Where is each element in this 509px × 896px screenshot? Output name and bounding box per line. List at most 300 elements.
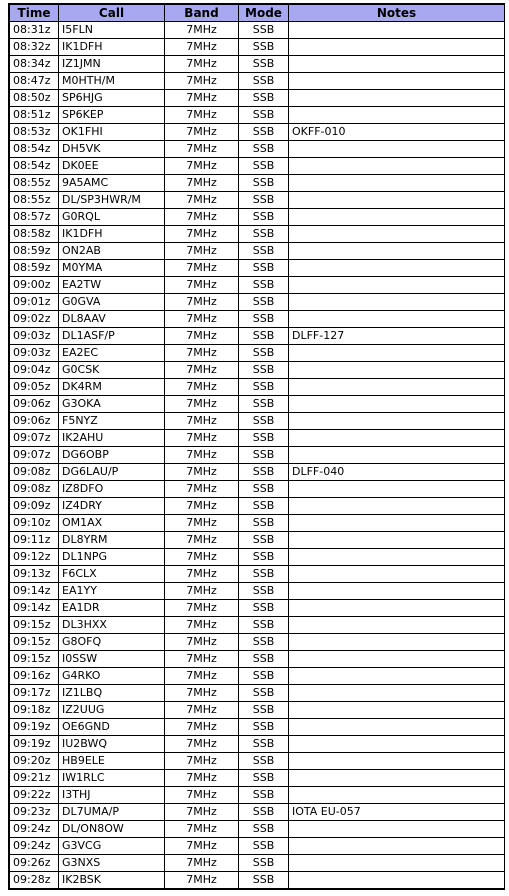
cell-notes <box>289 362 505 379</box>
cell-mode: SSB <box>239 141 289 158</box>
table-row <box>10 158 505 175</box>
cell-call: G0RQL <box>59 209 165 226</box>
cell-mode: SSB <box>239 277 289 294</box>
cell-band: 7MHz <box>165 821 239 838</box>
cell-band: 7MHz <box>165 583 239 600</box>
cell-band: 7MHz <box>165 566 239 583</box>
cell-time: 09:15z <box>10 634 59 651</box>
cell-call: DG6LAU/P <box>59 464 165 481</box>
cell-call: OK1FHI <box>59 124 165 141</box>
cell-mode: SSB <box>239 668 289 685</box>
log-table-wrapper <box>8 3 505 890</box>
cell-call: G8OFQ <box>59 634 165 651</box>
cell-call: SP6HJG <box>59 90 165 107</box>
cell-mode: SSB <box>239 770 289 787</box>
cell-call: DG6OBP <box>59 447 165 464</box>
table-row <box>10 294 505 311</box>
cell-call: DL7UMA/P <box>59 804 165 821</box>
cell-time: 09:06z <box>10 413 59 430</box>
table-row <box>10 396 505 413</box>
cell-notes <box>289 277 505 294</box>
cell-notes <box>289 379 505 396</box>
cell-notes <box>289 617 505 634</box>
cell-time: 09:04z <box>10 362 59 379</box>
cell-time: 08:59z <box>10 243 59 260</box>
cell-band: 7MHz <box>165 56 239 73</box>
table-row <box>10 311 505 328</box>
cell-band: 7MHz <box>165 668 239 685</box>
cell-mode: SSB <box>239 702 289 719</box>
cell-call: F5NYZ <box>59 413 165 430</box>
cell-call: IZ1JMN <box>59 56 165 73</box>
cell-time: 09:18z <box>10 702 59 719</box>
table-row <box>10 141 505 158</box>
cell-band: 7MHz <box>165 736 239 753</box>
cell-notes <box>289 141 505 158</box>
table-row <box>10 124 505 141</box>
cell-call: HB9ELE <box>59 753 165 770</box>
cell-mode: SSB <box>239 362 289 379</box>
cell-call: IZ1LBQ <box>59 685 165 702</box>
cell-time: 09:13z <box>10 566 59 583</box>
table-row <box>10 226 505 243</box>
cell-notes <box>289 549 505 566</box>
cell-notes <box>289 702 505 719</box>
cell-mode: SSB <box>239 379 289 396</box>
table-row <box>10 73 505 90</box>
cell-time: 09:06z <box>10 396 59 413</box>
cell-call: F6CLX <box>59 566 165 583</box>
cell-mode: SSB <box>239 787 289 804</box>
cell-notes <box>289 515 505 532</box>
cell-notes <box>289 685 505 702</box>
cell-time: 09:24z <box>10 821 59 838</box>
cell-mode: SSB <box>239 549 289 566</box>
cell-call: 9A5AMC <box>59 175 165 192</box>
cell-mode: SSB <box>239 600 289 617</box>
table-row <box>10 804 505 821</box>
cell-time: 09:01z <box>10 294 59 311</box>
cell-band: 7MHz <box>165 413 239 430</box>
table-row <box>10 549 505 566</box>
cell-time: 09:17z <box>10 685 59 702</box>
cell-mode: SSB <box>239 311 289 328</box>
cell-notes <box>289 481 505 498</box>
cell-notes <box>289 294 505 311</box>
table-row <box>10 243 505 260</box>
cell-notes <box>289 345 505 362</box>
table-row <box>10 175 505 192</box>
cell-time: 09:19z <box>10 719 59 736</box>
table-row <box>10 192 505 209</box>
table-row <box>10 617 505 634</box>
cell-time: 08:51z <box>10 107 59 124</box>
table-row <box>10 328 505 345</box>
cell-call: IK2BSK <box>59 872 165 889</box>
table-row <box>10 634 505 651</box>
cell-mode: SSB <box>239 532 289 549</box>
cell-time: 08:57z <box>10 209 59 226</box>
cell-notes <box>289 600 505 617</box>
cell-band: 7MHz <box>165 124 239 141</box>
cell-time: 09:23z <box>10 804 59 821</box>
cell-call: M0HTH/M <box>59 73 165 90</box>
cell-band: 7MHz <box>165 175 239 192</box>
table-row <box>10 583 505 600</box>
table-row <box>10 855 505 872</box>
cell-mode: SSB <box>239 396 289 413</box>
cell-notes: OKFF-010 <box>289 124 505 141</box>
table-row <box>10 821 505 838</box>
cell-mode: SSB <box>239 209 289 226</box>
cell-notes <box>289 498 505 515</box>
cell-time: 09:10z <box>10 515 59 532</box>
cell-band: 7MHz <box>165 532 239 549</box>
cell-mode: SSB <box>239 73 289 90</box>
cell-notes <box>289 566 505 583</box>
cell-band: 7MHz <box>165 277 239 294</box>
cell-mode: SSB <box>239 90 289 107</box>
header-notes: Notes <box>289 5 505 22</box>
cell-band: 7MHz <box>165 770 239 787</box>
cell-time: 08:55z <box>10 175 59 192</box>
cell-notes <box>289 872 505 889</box>
cell-call: DK4RM <box>59 379 165 396</box>
cell-call: DK0EE <box>59 158 165 175</box>
cell-notes <box>289 396 505 413</box>
cell-band: 7MHz <box>165 634 239 651</box>
cell-band: 7MHz <box>165 753 239 770</box>
cell-notes <box>289 668 505 685</box>
cell-band: 7MHz <box>165 396 239 413</box>
cell-band: 7MHz <box>165 872 239 889</box>
table-row <box>10 668 505 685</box>
cell-notes <box>289 821 505 838</box>
cell-mode: SSB <box>239 685 289 702</box>
cell-notes <box>289 22 505 39</box>
cell-mode: SSB <box>239 107 289 124</box>
table-row <box>10 379 505 396</box>
cell-call: DL/ON8OW <box>59 821 165 838</box>
table-row <box>10 464 505 481</box>
header-time: Time <box>10 5 59 22</box>
cell-band: 7MHz <box>165 362 239 379</box>
table-row <box>10 90 505 107</box>
cell-call: G3NXS <box>59 855 165 872</box>
cell-mode: SSB <box>239 872 289 889</box>
cell-band: 7MHz <box>165 107 239 124</box>
cell-band: 7MHz <box>165 328 239 345</box>
cell-mode: SSB <box>239 634 289 651</box>
cell-mode: SSB <box>239 498 289 515</box>
cell-time: 09:15z <box>10 651 59 668</box>
cell-mode: SSB <box>239 39 289 56</box>
cell-time: 09:09z <box>10 498 59 515</box>
cell-time: 09:14z <box>10 600 59 617</box>
cell-band: 7MHz <box>165 39 239 56</box>
cell-time: 09:03z <box>10 328 59 345</box>
cell-call: OE6GND <box>59 719 165 736</box>
cell-band: 7MHz <box>165 600 239 617</box>
cell-notes <box>289 192 505 209</box>
cell-mode: SSB <box>239 430 289 447</box>
table-row <box>10 107 505 124</box>
cell-call: ON2AB <box>59 243 165 260</box>
cell-mode: SSB <box>239 328 289 345</box>
cell-band: 7MHz <box>165 209 239 226</box>
cell-call: M0YMA <box>59 260 165 277</box>
cell-mode: SSB <box>239 447 289 464</box>
cell-time: 09:07z <box>10 447 59 464</box>
cell-band: 7MHz <box>165 22 239 39</box>
header-band: Band <box>165 5 239 22</box>
cell-time: 09:07z <box>10 430 59 447</box>
cell-band: 7MHz <box>165 311 239 328</box>
cell-call: DL8YRM <box>59 532 165 549</box>
cell-band: 7MHz <box>165 685 239 702</box>
cell-time: 09:11z <box>10 532 59 549</box>
table-row <box>10 736 505 753</box>
cell-call: G4RKO <box>59 668 165 685</box>
cell-call: IZ8DFO <box>59 481 165 498</box>
qso-log-table <box>9 4 505 889</box>
cell-call: IW1RLC <box>59 770 165 787</box>
cell-time: 09:15z <box>10 617 59 634</box>
cell-time: 08:32z <box>10 39 59 56</box>
cell-mode: SSB <box>239 617 289 634</box>
cell-mode: SSB <box>239 226 289 243</box>
cell-notes <box>289 719 505 736</box>
cell-call: G3VCG <box>59 838 165 855</box>
cell-call: DL1NPG <box>59 549 165 566</box>
cell-call: EA2TW <box>59 277 165 294</box>
cell-call: IK2AHU <box>59 430 165 447</box>
cell-notes <box>289 838 505 855</box>
cell-call: SP6KEP <box>59 107 165 124</box>
cell-band: 7MHz <box>165 804 239 821</box>
cell-band: 7MHz <box>165 498 239 515</box>
cell-band: 7MHz <box>165 481 239 498</box>
cell-band: 7MHz <box>165 702 239 719</box>
cell-mode: SSB <box>239 583 289 600</box>
table-row <box>10 413 505 430</box>
cell-notes <box>289 447 505 464</box>
cell-call: DL/SP3HWR/M <box>59 192 165 209</box>
cell-band: 7MHz <box>165 719 239 736</box>
cell-call: DL8AAV <box>59 311 165 328</box>
cell-time: 09:00z <box>10 277 59 294</box>
cell-time: 08:50z <box>10 90 59 107</box>
cell-call: I3THJ <box>59 787 165 804</box>
cell-notes <box>289 209 505 226</box>
cell-band: 7MHz <box>165 294 239 311</box>
cell-time: 09:08z <box>10 481 59 498</box>
cell-notes <box>289 311 505 328</box>
cell-notes <box>289 430 505 447</box>
cell-mode: SSB <box>239 192 289 209</box>
table-row <box>10 872 505 889</box>
cell-band: 7MHz <box>165 787 239 804</box>
cell-time: 09:24z <box>10 838 59 855</box>
table-row <box>10 532 505 549</box>
cell-band: 7MHz <box>165 447 239 464</box>
table-row <box>10 838 505 855</box>
cell-time: 09:20z <box>10 753 59 770</box>
cell-time: 08:34z <box>10 56 59 73</box>
table-row <box>10 345 505 362</box>
cell-call: EA1DR <box>59 600 165 617</box>
cell-band: 7MHz <box>165 464 239 481</box>
table-row <box>10 260 505 277</box>
cell-band: 7MHz <box>165 243 239 260</box>
cell-mode: SSB <box>239 838 289 855</box>
cell-band: 7MHz <box>165 515 239 532</box>
cell-band: 7MHz <box>165 141 239 158</box>
table-row <box>10 651 505 668</box>
cell-band: 7MHz <box>165 855 239 872</box>
cell-time: 08:53z <box>10 124 59 141</box>
table-row <box>10 685 505 702</box>
cell-mode: SSB <box>239 719 289 736</box>
table-row <box>10 719 505 736</box>
cell-call: DH5VK <box>59 141 165 158</box>
cell-mode: SSB <box>239 736 289 753</box>
cell-notes <box>289 753 505 770</box>
cell-time: 09:16z <box>10 668 59 685</box>
cell-call: OM1AX <box>59 515 165 532</box>
cell-call: DL3HXX <box>59 617 165 634</box>
cell-mode: SSB <box>239 481 289 498</box>
table-header-row <box>10 5 505 22</box>
cell-call: IZ2UUG <box>59 702 165 719</box>
cell-notes <box>289 158 505 175</box>
cell-mode: SSB <box>239 294 289 311</box>
cell-time: 09:28z <box>10 872 59 889</box>
table-row <box>10 56 505 73</box>
cell-call: G0GVA <box>59 294 165 311</box>
cell-notes <box>289 226 505 243</box>
cell-band: 7MHz <box>165 158 239 175</box>
cell-notes <box>289 56 505 73</box>
cell-notes <box>289 413 505 430</box>
cell-call: EA1YY <box>59 583 165 600</box>
cell-call: IZ4DRY <box>59 498 165 515</box>
cell-call: IK1DFH <box>59 226 165 243</box>
cell-call: I5FLN <box>59 22 165 39</box>
cell-notes <box>289 175 505 192</box>
cell-time: 08:31z <box>10 22 59 39</box>
cell-time: 09:19z <box>10 736 59 753</box>
cell-time: 09:26z <box>10 855 59 872</box>
cell-time: 08:58z <box>10 226 59 243</box>
cell-mode: SSB <box>239 855 289 872</box>
cell-time: 08:47z <box>10 73 59 90</box>
cell-band: 7MHz <box>165 651 239 668</box>
cell-notes <box>289 651 505 668</box>
table-row <box>10 447 505 464</box>
cell-call: DL1ASF/P <box>59 328 165 345</box>
cell-mode: SSB <box>239 464 289 481</box>
cell-time: 08:55z <box>10 192 59 209</box>
cell-band: 7MHz <box>165 260 239 277</box>
cell-mode: SSB <box>239 804 289 821</box>
table-row <box>10 787 505 804</box>
cell-notes: DLFF-040 <box>289 464 505 481</box>
table-row <box>10 498 505 515</box>
cell-notes <box>289 532 505 549</box>
cell-band: 7MHz <box>165 192 239 209</box>
table-row <box>10 22 505 39</box>
cell-mode: SSB <box>239 260 289 277</box>
cell-time: 09:03z <box>10 345 59 362</box>
cell-mode: SSB <box>239 753 289 770</box>
cell-mode: SSB <box>239 243 289 260</box>
cell-notes <box>289 107 505 124</box>
cell-band: 7MHz <box>165 90 239 107</box>
table-row <box>10 39 505 56</box>
cell-band: 7MHz <box>165 73 239 90</box>
cell-time: 09:22z <box>10 787 59 804</box>
cell-mode: SSB <box>239 566 289 583</box>
header-call: Call <box>59 5 165 22</box>
cell-call: I0SSW <box>59 651 165 668</box>
table-body <box>10 22 505 889</box>
table-row <box>10 702 505 719</box>
table-row <box>10 753 505 770</box>
cell-notes <box>289 855 505 872</box>
cell-mode: SSB <box>239 651 289 668</box>
cell-notes <box>289 634 505 651</box>
cell-notes <box>289 770 505 787</box>
cell-call: EA2EC <box>59 345 165 362</box>
cell-notes <box>289 90 505 107</box>
cell-notes <box>289 39 505 56</box>
table-row <box>10 362 505 379</box>
cell-band: 7MHz <box>165 617 239 634</box>
cell-band: 7MHz <box>165 226 239 243</box>
cell-mode: SSB <box>239 56 289 73</box>
table-row <box>10 515 505 532</box>
cell-time: 09:08z <box>10 464 59 481</box>
cell-mode: SSB <box>239 158 289 175</box>
table-row <box>10 770 505 787</box>
cell-band: 7MHz <box>165 379 239 396</box>
cell-band: 7MHz <box>165 345 239 362</box>
cell-notes: DLFF-127 <box>289 328 505 345</box>
table-row <box>10 430 505 447</box>
cell-notes <box>289 73 505 90</box>
cell-notes <box>289 736 505 753</box>
cell-call: G3OKA <box>59 396 165 413</box>
cell-notes: IOTA EU-057 <box>289 804 505 821</box>
cell-time: 08:54z <box>10 141 59 158</box>
cell-mode: SSB <box>239 22 289 39</box>
cell-time: 09:12z <box>10 549 59 566</box>
table-row <box>10 209 505 226</box>
cell-band: 7MHz <box>165 430 239 447</box>
cell-notes <box>289 787 505 804</box>
cell-band: 7MHz <box>165 549 239 566</box>
table-row <box>10 481 505 498</box>
table-row <box>10 566 505 583</box>
cell-call: IU2BWQ <box>59 736 165 753</box>
cell-mode: SSB <box>239 821 289 838</box>
cell-time: 09:02z <box>10 311 59 328</box>
cell-time: 09:05z <box>10 379 59 396</box>
header-mode: Mode <box>239 5 289 22</box>
cell-mode: SSB <box>239 345 289 362</box>
cell-mode: SSB <box>239 124 289 141</box>
